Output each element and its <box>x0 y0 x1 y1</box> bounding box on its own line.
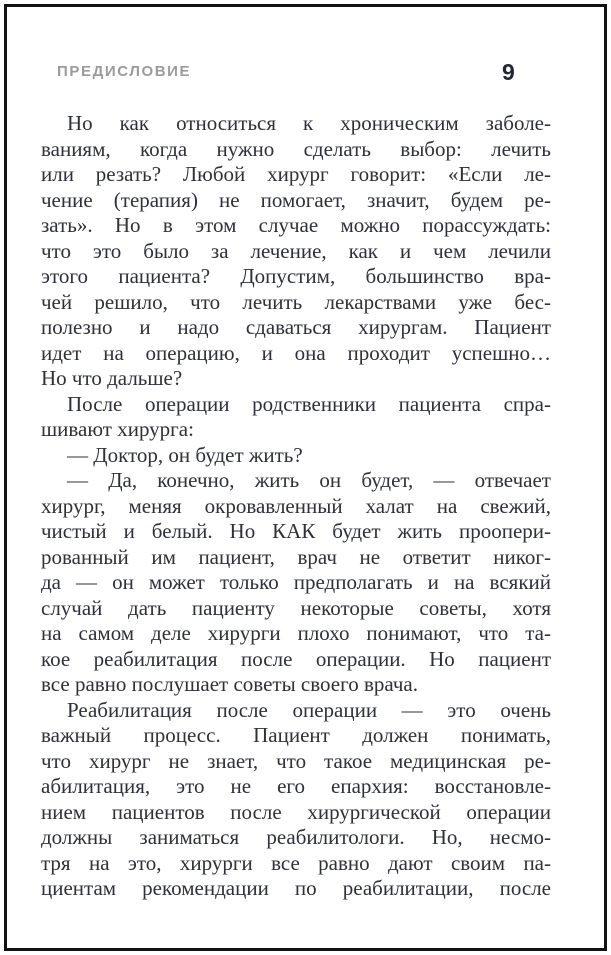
text-line: ваниям, когда нужно сделать выбор: лечить <box>41 136 551 161</box>
text-line: абилитация, это не его епархия: восстановле- <box>41 774 551 798</box>
text-line: — Доктор, он будет жить? <box>67 442 303 467</box>
text-line: полезно и надо сдаваться хирургам. Пациент <box>41 315 551 339</box>
text-line: циентам рекомендации по реабилитации, после <box>41 876 551 900</box>
text-line: — Да, конечно, жить он будет, — отвечает <box>67 468 551 492</box>
paragraph <box>41 392 551 443</box>
text-line: случай дать пациенту некоторые советы, хотя <box>41 595 551 620</box>
text-line: шивают хирурга: <box>41 417 194 441</box>
text-line: чей решило, что лечить лекарствами уже бес- <box>41 289 551 314</box>
text-line: рованный им пациент, врач не ответит никог- <box>41 544 551 569</box>
text-line: важный процесс. Пациент должен понимать, <box>41 723 551 747</box>
text-line: чистый и белый. Но КАК будет жить проопери- <box>41 519 551 543</box>
text-line: этого пациента? Допустим, большинство вра- <box>41 264 551 288</box>
text-line: да — он может только предполагать и на всякий <box>41 570 551 594</box>
chapter-running-title: ПРЕДИСЛОВИЕ <box>57 63 192 80</box>
text-line: чение (терапия) не помогает, значит, будем ре- <box>41 187 551 212</box>
paragraph <box>41 443 551 469</box>
paragraph <box>41 468 551 698</box>
text-line: После операции родственники пациента спра- <box>67 391 551 416</box>
text-line: на самом деле хирурги плохо понимают, что та- <box>41 621 551 645</box>
text-line: все равно послушает советы своего врача. <box>41 672 418 696</box>
text-line: нием пациентов после хирургической операции <box>41 799 551 824</box>
text-line: тря на это, хирурги все равно дают своим па- <box>41 850 551 875</box>
paragraph <box>41 111 551 392</box>
text-line: что это было за лечение, как и чем лечили <box>41 238 551 263</box>
text-line: должны заниматься реабилитологи. Но, несмо- <box>41 825 551 849</box>
paragraph <box>41 698 551 902</box>
text-line: Реабилитация после операции — это очень <box>67 697 551 722</box>
text-line: кое реабилитация после операции. Но пациент <box>41 646 551 671</box>
page-number: 9 <box>502 59 515 85</box>
text-line: зать». Но в этом случае можно порассуждать: <box>41 213 551 237</box>
text-block <box>41 111 551 902</box>
text-line: что хирург не знает, что такое медицинская ре- <box>41 748 551 773</box>
text-line: Но как относиться к хроническим заболе- <box>67 111 551 135</box>
text-line: Но что дальше? <box>41 366 183 390</box>
page-header <box>0 59 611 85</box>
text-line: или резать? Любой хирург говорит: «Если ле- <box>41 162 551 186</box>
text-line: идет на операцию, и она проходит успешно… <box>41 340 551 365</box>
text-line: хирург, меняя окровавленный халат на свежий, <box>41 493 551 518</box>
